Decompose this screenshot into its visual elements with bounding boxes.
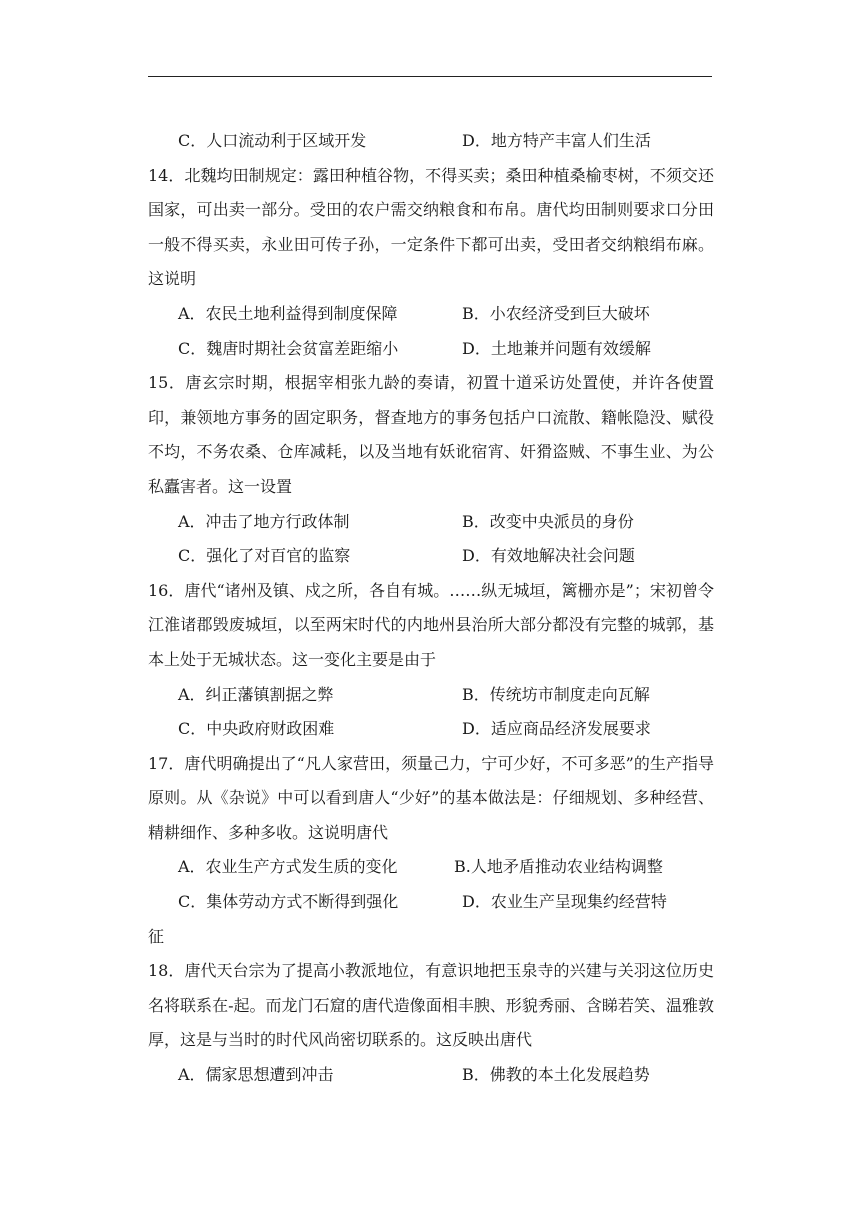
q14-options-row-ab bbox=[148, 297, 714, 332]
q17-option-d: D．农业生产呈现集约经营特 bbox=[462, 892, 667, 912]
exam-page bbox=[148, 124, 714, 1093]
q13-options-row-cd bbox=[148, 124, 714, 159]
q14-option-d: D．土地兼并问题有效缓解 bbox=[462, 338, 651, 358]
q16-option-c: C．中央政府财政困难 bbox=[178, 719, 335, 739]
q18-option-b: B．佛教的本土化发展趋势 bbox=[462, 1065, 650, 1085]
q18-stem: 18．唐代天台宗为了提高小教派地位，有意识地把玉泉寺的兴建与关羽这位历史名将联系在-起。而龙门石窟的唐代造像面相丰腴、形貌秀丽、含睇若笑、温雅敦厚，这是与当时的时代风尚密切联系的。这反映出唐代 bbox=[148, 961, 714, 1050]
q17-option-d-wrap: 征 bbox=[148, 926, 165, 946]
q16-stem: 16．唐代“诸州及镇、戍之所，各自有城。……纵无城垣，篱栅亦是”；宋初曾令江淮诸郡毁废城垣，以至两宋时代的内地州县治所大部分都没有完整的城郭，基本上处于无城状态。这一变化主要是由于 bbox=[148, 580, 714, 669]
q15-option-c: C．强化了对百官的监察 bbox=[178, 546, 351, 566]
q13-option-d: D．地方特产丰富人们生活 bbox=[462, 131, 651, 150]
q14-option-c: C．魏唐时期社会贫富差距缩小 bbox=[178, 338, 399, 358]
header-rule bbox=[148, 76, 712, 77]
q16-options-row-ab bbox=[148, 678, 714, 713]
q17-option-c: C．集体劳动方式不断得到强化 bbox=[178, 892, 399, 912]
q14-option-b: B．小农经济受到巨大破坏 bbox=[462, 303, 650, 323]
q17-options-row-ab bbox=[148, 850, 714, 885]
q15-options-row-cd bbox=[148, 539, 714, 574]
q18-option-a: A．儒家思想遭到冲击 bbox=[178, 1065, 334, 1085]
q15-stem: 15．唐玄宗时期，根据宰相张九龄的奏请，初置十道采访处置使，并许各使置印，兼领地方事务的固定职务，督查地方的事务包括户口流散、籍帐隐没、赋役不均，不务农桑、仓库减耗，以及当地有妖讹宿宵、奸猾盗贼、不事生业、为公私蠹害者。这一设置 bbox=[148, 373, 714, 496]
q15-option-d: D．有效地解决社会问题 bbox=[462, 546, 635, 566]
q18-options-row-ab bbox=[148, 1058, 714, 1093]
q15-option-a: A．冲击了地方行政体制 bbox=[178, 511, 350, 531]
q16-option-a: A．纠正藩镇割据之弊 bbox=[178, 684, 334, 704]
q13-option-c: C．人口流动利于区域开发 bbox=[178, 131, 367, 150]
q16-option-b: B．传统坊市制度走向瓦解 bbox=[462, 684, 650, 704]
q16-option-d: D．适应商品经济发展要求 bbox=[462, 719, 651, 739]
q15-options-row-ab bbox=[148, 505, 714, 540]
q14-option-a: A．农民土地利益得到制度保障 bbox=[178, 303, 398, 323]
q15-option-b: B．改变中央派员的身份 bbox=[462, 511, 634, 531]
q17-stem: 17．唐代明确提出了“凡人家营田，须量己力，宁可少好，不可多恶”的生产指导原则。从《杂说》中可以看到唐人“少好”的基本做法是：仔细规划、多种经营、精耕细作、多种多收。这说明唐代 bbox=[148, 753, 714, 842]
q17-option-a: A．农业生产方式发生质的变化 bbox=[178, 857, 398, 877]
q16-options-row-cd bbox=[148, 712, 714, 747]
q14-options-row-cd bbox=[148, 332, 714, 367]
q17-options-row-cd bbox=[148, 885, 714, 920]
q17-option-b: B.人地矛盾推动农业结构调整 bbox=[454, 857, 663, 877]
q14-stem: 14．北魏均田制规定：露田种植谷物，不得买卖；桑田种植桑榆枣树，不须交还国家，可出卖一部分。受田的农户需交纳粮食和布帛。唐代均田制则要求口分田一般不得买卖，永业田可传子孙，一定条件下都可出卖，受田者交纳粮绢布麻。这说明 bbox=[148, 165, 714, 289]
